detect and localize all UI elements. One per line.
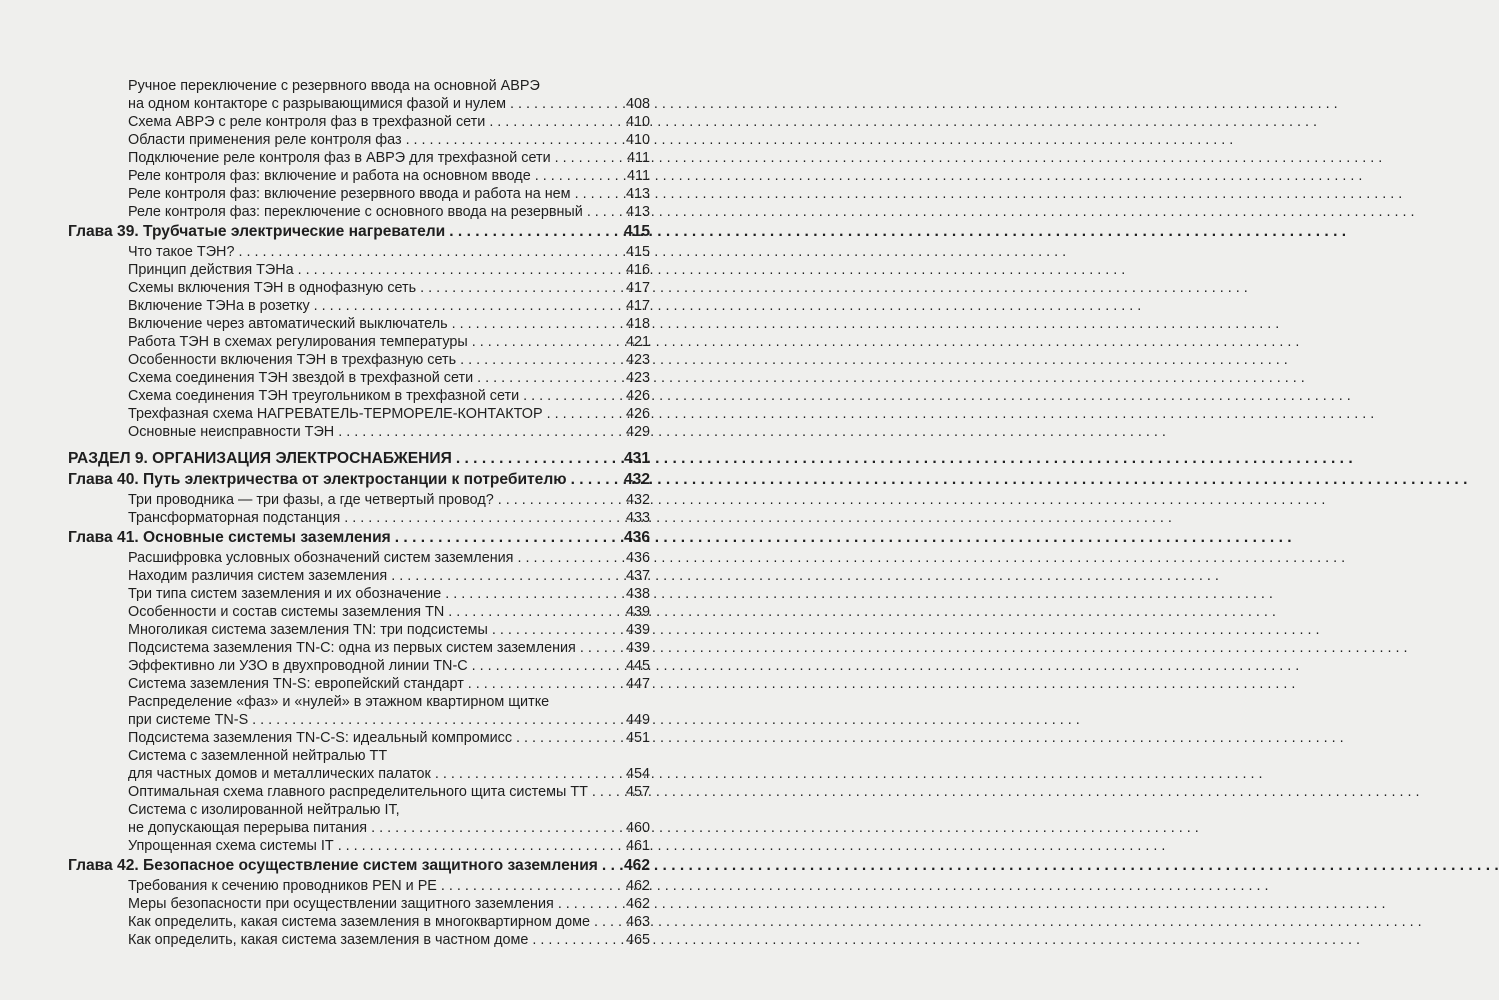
toc-entry[interactable]: Реле контроля фаз: включение резервного ввода и работа на нем . . . 413 — [128, 186, 650, 203]
page-number: 411 — [627, 150, 650, 166]
toc-entry[interactable]: Реле контроля фаз: включение и работа на основном вводе . . . 411 — [128, 168, 650, 185]
page-number: 423 — [625, 352, 650, 368]
page-number: 413 — [625, 204, 650, 220]
section-heading[interactable]: РАЗДЕЛ 9. ОРГАНИЗАЦИЯ ЭЛЕКТРОСНАБЖЕНИЯ . . . 431 — [68, 450, 650, 467]
toc-entry[interactable]: Подсистема заземления TN-C: одна из первых систем заземления . . . 439 — [128, 640, 650, 657]
page-number: 431 — [623, 450, 650, 467]
toc-entry[interactable]: для частных домов и металлических палаток . . . 454 — [128, 766, 650, 783]
page-number: 415 — [625, 244, 650, 260]
toc-entry[interactable]: Схема соединения ТЭН треугольником в трехфазной сети . . . 426 — [128, 388, 650, 405]
toc-entry[interactable]: Особенности включения ТЭН в трехфазную сеть . . . 423 — [128, 352, 650, 369]
chapter-heading[interactable]: Глава 39. Трубчатые электрические нагреватели . . . 415 — [68, 223, 650, 240]
toc-entry[interactable]: Меры безопасности при осуществлении защитного заземления . . . 462 — [128, 896, 650, 913]
page-number: 423 — [625, 370, 650, 386]
toc-entry[interactable]: Три проводника — три фазы, а где четвертый провод? . . . 432 — [128, 492, 650, 509]
toc-entry[interactable]: не допускающая перерыва питания . . . 460 — [128, 820, 650, 837]
toc-entry[interactable]: Многоликая система заземления TN: три подсистемы . . . 439 — [128, 622, 650, 639]
page-number: 426 — [625, 406, 650, 422]
page-number: 457 — [625, 784, 650, 800]
toc-entry-continued: Система с заземленной нейтралью TT — [128, 748, 388, 764]
chapter-heading[interactable]: Глава 41. Основные системы заземления . . . 436 — [68, 529, 650, 546]
toc-entry[interactable]: Подсистема заземления TN-C-S: идеальный компромисс . . . 451 — [128, 730, 650, 747]
toc-entry[interactable]: Находим различия систем заземления . . . 437 — [128, 568, 650, 585]
page-number: 461 — [625, 838, 650, 854]
toc-entry[interactable]: Система заземления TN-S: европейский стандарт . . . 447 — [128, 676, 650, 693]
toc-entry[interactable]: Основные неисправности ТЭН . . . 429 — [128, 424, 650, 441]
page-number: 462 — [623, 857, 650, 874]
page-number: 416 — [625, 262, 650, 278]
page-number: 445 — [625, 658, 650, 674]
toc-entry[interactable]: Три типа систем заземления и их обозначение . . . 438 — [128, 586, 650, 603]
page-number: 439 — [625, 622, 650, 638]
page-number: 436 — [623, 529, 650, 546]
page-number: 460 — [625, 820, 650, 836]
page-number: 449 — [625, 712, 650, 728]
page-number: 413 — [625, 186, 650, 202]
toc-entry[interactable]: Расшифровка условных обозначений систем заземления . . . 436 — [128, 550, 650, 567]
page-number: 454 — [625, 766, 650, 782]
chapter-heading[interactable]: Глава 40. Путь электричества от электростанции к потребителю . . . 432 — [68, 471, 650, 488]
toc-entry[interactable]: Схема АВРЭ с реле контроля фаз в трехфазной сети . . . 410 — [128, 114, 650, 131]
page-number: 462 — [625, 878, 650, 894]
page-number: 462 — [625, 896, 650, 912]
toc-entry[interactable]: Оптимальная схема главного распределительного щита системы TT . . . 457 — [128, 784, 650, 801]
page-number: 408 — [625, 96, 650, 112]
toc-entry-continued: Ручное переключение с резервного ввода на основной АВРЭ — [128, 78, 540, 94]
toc-entry[interactable]: Области применения реле контроля фаз . . . 410 — [128, 132, 650, 149]
toc-entry[interactable]: Подключение реле контроля фаз в АВРЭ для трехфазной сети . . . 411 — [128, 150, 650, 167]
toc-entry-continued: Распределение «фаз» и «нулей» в этажном квартирном щитке — [128, 694, 550, 710]
page-number: 436 — [625, 550, 650, 566]
toc-entry[interactable]: Включение через автоматический выключатель . . . 418 — [128, 316, 650, 333]
toc-entry[interactable]: Реле контроля фаз: переключение с основного ввода на резервный . . . 413 — [128, 204, 650, 221]
toc-entry[interactable]: Схемы включения ТЭН в однофазную сеть . . . 417 — [128, 280, 650, 297]
page-number: 438 — [625, 586, 650, 602]
toc-entry[interactable]: Особенности и состав системы заземления TN . . . 439 — [128, 604, 650, 621]
toc-entry[interactable]: Как определить, какая система заземления в многоквартирном доме . . . 463 — [128, 914, 650, 931]
page-number: 447 — [625, 676, 650, 692]
page-number: 410 — [625, 132, 650, 148]
page-number: 415 — [623, 223, 650, 240]
toc-entry[interactable]: Трансформаторная подстанция . . . 433 — [128, 510, 650, 527]
page-number: 426 — [625, 388, 650, 404]
page-number: 432 — [623, 471, 650, 488]
toc-entry[interactable]: при системе TN-S . . . 449 — [128, 712, 650, 729]
toc-entry[interactable]: Принцип действия ТЭНа . . . 416 — [128, 262, 650, 279]
page-number: 463 — [625, 914, 650, 930]
toc-entry[interactable]: Схема соединения ТЭН звездой в трехфазной сети . . . 423 — [128, 370, 650, 387]
toc-page — [0, 0, 686, 1000]
toc-entry[interactable]: Трехфазная схема НАГРЕВАТЕЛЬ-ТЕРМОРЕЛЕ-КОНТАКТОР . . . 426 — [128, 406, 650, 423]
page-number: 417 — [625, 298, 650, 314]
toc-entry[interactable]: Упрощенная схема системы IT . . . 461 — [128, 838, 650, 855]
page-number: 439 — [625, 604, 650, 620]
toc-entry[interactable]: Требования к сечению проводников PEN и PE . . . 462 — [128, 878, 650, 895]
page-number: 439 — [625, 640, 650, 656]
page-number: 421 — [625, 334, 650, 350]
toc-entry[interactable]: на одном контакторе с разрывающимися фазой и нулем . . . 408 — [128, 96, 650, 113]
page-number: 417 — [625, 280, 650, 296]
page-number: 465 — [625, 932, 650, 948]
page-number: 410 — [625, 114, 650, 130]
chapter-heading[interactable]: Глава 42. Безопасное осуществление систем защитного заземления . . . 462 — [68, 857, 650, 874]
page-number: 433 — [625, 510, 650, 526]
page-number: 451 — [625, 730, 650, 746]
toc-entry[interactable]: Работа ТЭН в схемах регулирования температуры . . . 421 — [128, 334, 650, 351]
page-number: 418 — [625, 316, 650, 332]
page-number: 437 — [625, 568, 650, 584]
toc-entry[interactable]: Эффективно ли УЗО в двухпроводной линии TN-C . . . 445 — [128, 658, 650, 675]
toc-entry-continued: Система с изолированной нейтралью IT, — [128, 802, 400, 818]
page-number: 432 — [625, 492, 650, 508]
toc-entry[interactable]: Включение ТЭНа в розетку . . . 417 — [128, 298, 650, 315]
page-number: 429 — [625, 424, 650, 440]
toc-entry[interactable]: Как определить, какая система заземления в частном доме . . . 465 — [128, 932, 650, 949]
page-number: 411 — [627, 168, 650, 184]
toc-entry[interactable]: Что такое ТЭН? . . . 415 — [128, 244, 650, 261]
